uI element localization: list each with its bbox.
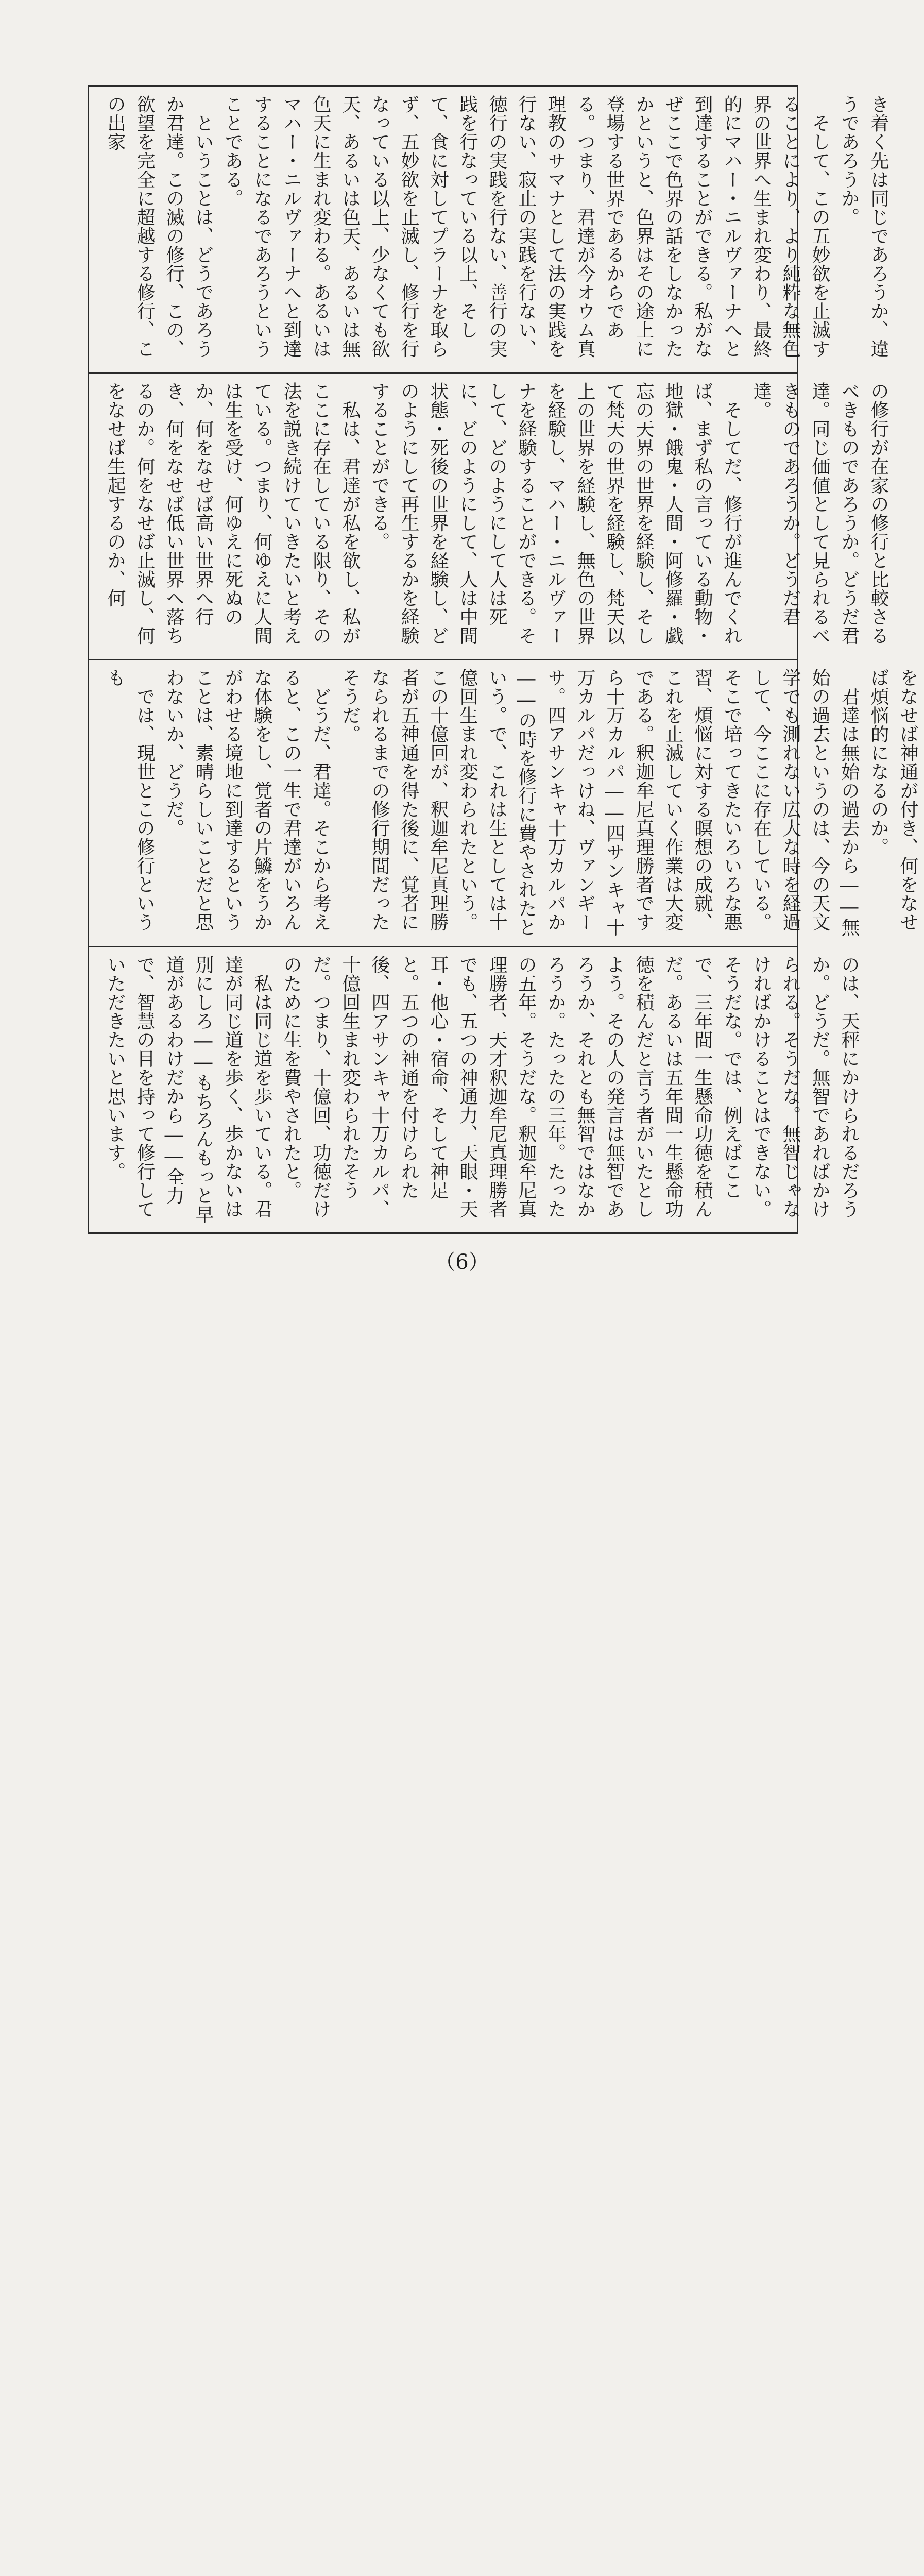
body-text-4: のは、天秤にかけられるだろうか。どうだ。無智であればかけられる。そうだな。無智じゃなければかけることはできない。そうだな。では、例えばここで、三年間一生懸命功徳を積んだ。あるいは五年間一生懸命功徳を積んだと言う者がいたとしよう。その人の発言は無智であろうか、それとも無智ではなかろうか。たったの三年。たったの五年。そうだな。釈迦牟尼真理勝者、天才釈迦牟尼真理勝者でも、五つの神通力、天眼・天耳・他心・宿命、そして神足と。五つの神通を付けられた後、四アサンキャ十万カルパ、十億回生まれ変わられたそうだ。つまり、十億回、功徳だけのために生を費やされたと。 私は同じ道を歩いている。君達が同じ道を歩く、歩かないは別にしろ――もちろんもっと早道があるわけだから――全力で、智慧の目を持って修行していただきたいと思います。 — [105, 955, 860, 1224]
text-band-1 — [89, 87, 889, 372]
text-frame — [88, 85, 918, 1234]
body-text-2: の修行が在家の修行と比較さるべきものであろうか。どうだ君達。同じ価値として見られるべきものであろうか。どうだ君達。 そしてだ、修行が進んでくれば、まず私の言っている動物・地獄・餓鬼・人間・阿修羅・戯忘の天界の世界を経験し、そして梵天の世界を経験し、梵天以上の世界を経験し、無色の世界を経験し、マハー・ニルヴァーナを経験することができる。そして、どのようにして人は死に、どのようにして、人は中間状態・死後の世界を経験し、どのようにして再生するかを経験することができる。 私は、君達が私を欲し、私がここに存在している限り、その法を説き続けていきたいと考えている。つまり、何ゆえに人間は生を受け、何ゆえに死ぬのか、何をなせば高い世界へ行き、何をなせば低い世界へ落ちるのか。何をなせば止滅し、何をなせば生起するのか、何 — [105, 381, 889, 645]
body-text-3: をなせば神通が付き、何をなせば煩悩的になるのか。 君達は無始の過去から――無始の過去というのは、今の天文学でも測れない広大な時を経過して、今ここに存在している。そこで培ってきたいろいろな悪習、煩悩に対する瞑想の成就、これを止滅していく作業は大変である。釈迦牟尼真理勝者ですら十万カルパ――四サンキャ十万カルパだっけね、ヴァンギーサ。四アサンキャ十万カルパか――の時を修行に費やされたという。で、これは生としては十億回生まれ変わられたという。この十億回が、釈迦牟尼真理勝者が五神通を得た後に、覚者になられるまでの修行期間だったそうだ。 どうだ、君達。そこから考えると、この一生で君達がいろんな体験をし、覚者の片鱗をうかがわせる境地に到達するということは、素晴らしいことだと思わないか、どうだ。 では、現世とこの修行というも — [105, 668, 918, 937]
text-band-4 — [89, 946, 860, 1233]
body-text-1: き着く先は同じであろうか、違うであろうか。 そして、この五妙欲を止滅することにより、より純粋な無色界の世界へ生まれ変わり、最終的にマハー・ニルヴァーナへと到達することができる。私がなぜここで色界の話をしなかったかというと、色界はその途上に登場する世界であるからである。つまり、君達が今オウム真理教のサマナとして法の実践を行ない、寂止の実践を行ない、徳行の実践を行ない、善行の実践を行なっている以上、そして、食に対してプラーナを取らず、五妙欲を止滅し、修行を行なっている以上、少なくても欲天、あるいは色天、あるいは無色天に生まれ変わる。あるいはマハー・ニルヴァーナへと到達することになるであろうということである。 ということは、どうであろうか君達。この滅の修行、この、欲望を完全に超越する修行、この出家 — [105, 95, 889, 358]
text-band-2 — [89, 372, 889, 659]
text-band-3 — [89, 659, 918, 946]
page-number: （6） — [435, 1250, 489, 1274]
